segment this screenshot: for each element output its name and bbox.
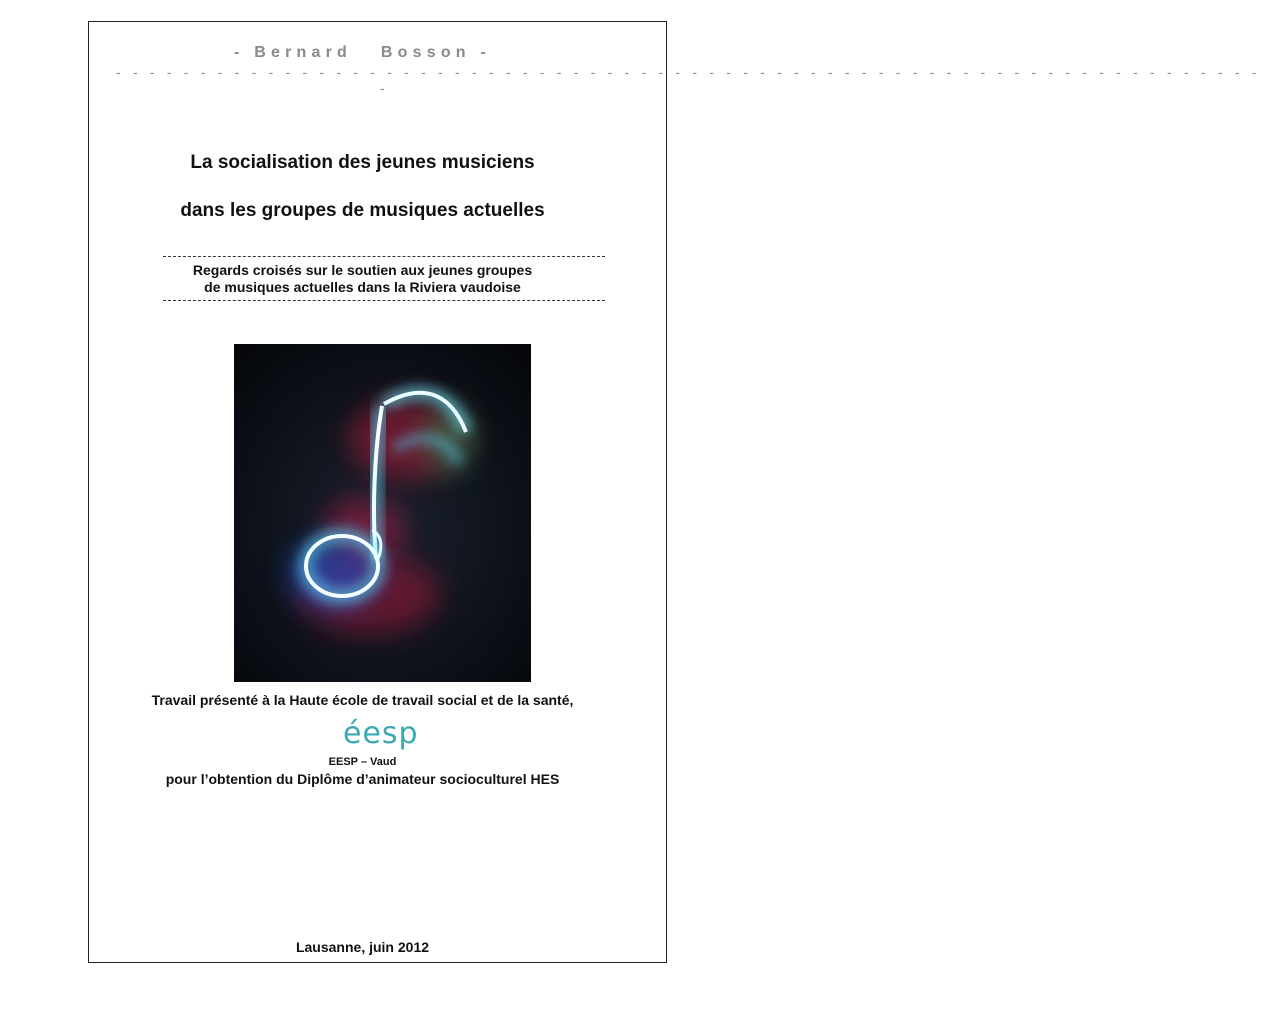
author-dashed-rule: - - - - - - - - - - - - - - - - - - - - - - - - - - - - - - - - - - - - - - - - - - - - - - - - - - - - - - - - - - - - - - - - - - - - (116, 64, 1261, 80)
document-subtitle (0, 262, 725, 296)
subtitle-line-2: de musiques actuelles dans la Riviera vaudoise (204, 279, 521, 295)
school-short-name: EESP – Vaud (328, 756, 397, 768)
subtitle-line-1: Regards croisés sur le soutien aux jeunes groupes (192, 262, 533, 278)
subtitle-top-rule (163, 256, 605, 257)
diploma-text: pour l’obtention du Diplôme d’animateur socioculturel HES (165, 771, 560, 787)
document-title-line-2: dans les groupes de musiques actuelles (180, 200, 545, 221)
music-note-light-painting-icon (234, 344, 531, 682)
subtitle-bottom-rule (163, 300, 605, 301)
document-title-line-1: La socialisation des jeunes musiciens (190, 152, 535, 173)
place-and-date: Lausanne, juin 2012 (295, 939, 430, 955)
author-name: - Bernard Bosson - (234, 44, 491, 61)
author-dashed-rule-tail: - (380, 80, 385, 96)
cover-photo (234, 344, 531, 682)
presented-to-text: Travail présenté à la Haute école de travail social et de la santé, (151, 692, 574, 708)
eesp-logo: éesp (343, 716, 419, 751)
